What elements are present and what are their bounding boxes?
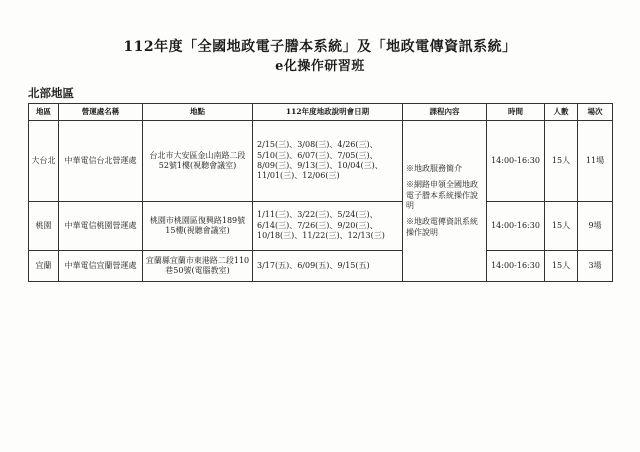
- cell-time: 14:00-16:30: [487, 121, 545, 202]
- cell-course-content: [403, 121, 487, 282]
- course-item: ※地政服務簡介: [406, 163, 462, 173]
- cell-office: 中華電信桃園營運處: [59, 202, 143, 251]
- cell-sessions: 9場: [578, 202, 613, 251]
- cell-time: 14:00-16:30: [487, 251, 545, 282]
- header-office: 營運處名稱: [59, 104, 143, 121]
- cell-region: 大台北: [29, 121, 59, 202]
- header-sessions: 場次: [578, 104, 613, 121]
- cell-dates: 1/11(三)、3/22(三)、5/24(三)、6/14(三)、7/26(三)、9/20(三)、10/18(三)、11/22(三)、12/13(三): [253, 202, 403, 251]
- cell-location: 桃園市桃園區復興路189號15樓(視聽會議室): [143, 202, 253, 251]
- cell-time: 14:00-16:30: [487, 202, 545, 251]
- schedule-table: [28, 103, 613, 282]
- cell-office: 中華電信宜蘭營運處: [59, 251, 143, 282]
- cell-people: 15人: [545, 202, 578, 251]
- course-item: ※地政電傳資訊系統操作說明: [406, 217, 478, 237]
- cell-people: 15人: [545, 121, 578, 202]
- cell-region: 桃園: [29, 202, 59, 251]
- header-people: 人數: [545, 104, 578, 121]
- cell-office: 中華電信台北營運處: [59, 121, 143, 202]
- cell-sessions: 11場: [578, 121, 613, 202]
- document-title: 112年度「全國地政電子謄本系統」及「地政電傳資訊系統」: [123, 39, 517, 55]
- cell-region: 宜蘭: [29, 251, 59, 282]
- table-row: [29, 251, 613, 282]
- header-region: 地區: [29, 104, 59, 121]
- cell-location: 台北市大安區金山南路二段52號1樓(視聽會議室): [143, 121, 253, 202]
- header-course: 課程內容: [403, 104, 487, 121]
- cell-people: 15人: [545, 251, 578, 282]
- document-subtitle: e化操作研習班: [275, 59, 365, 74]
- table-row: [29, 202, 613, 251]
- region-heading: 北部地區: [28, 86, 74, 100]
- cell-sessions: 3場: [578, 251, 613, 282]
- cell-dates: 3/17(五)、6/09(五)、9/15(五): [253, 251, 403, 282]
- cell-dates: 2/15(三)、3/08(三)、4/26(三)、5/10(三)、6/07(三)、7/05(三)、8/09(三)、9/13(三)、10/04(三)、11/01(三)、12/06(三): [253, 121, 403, 202]
- table-header-row: [29, 104, 613, 121]
- course-item: ※網路申領全國地政電子謄本系統操作說明: [406, 180, 478, 210]
- header-time: 時間: [487, 104, 545, 121]
- cell-location: 宜蘭縣宜蘭市東港路二段110巷50號(電腦教室): [143, 251, 253, 282]
- header-dates: 112年度地政說明會日期: [253, 104, 403, 121]
- header-location: 地點: [143, 104, 253, 121]
- table-row: [29, 121, 613, 202]
